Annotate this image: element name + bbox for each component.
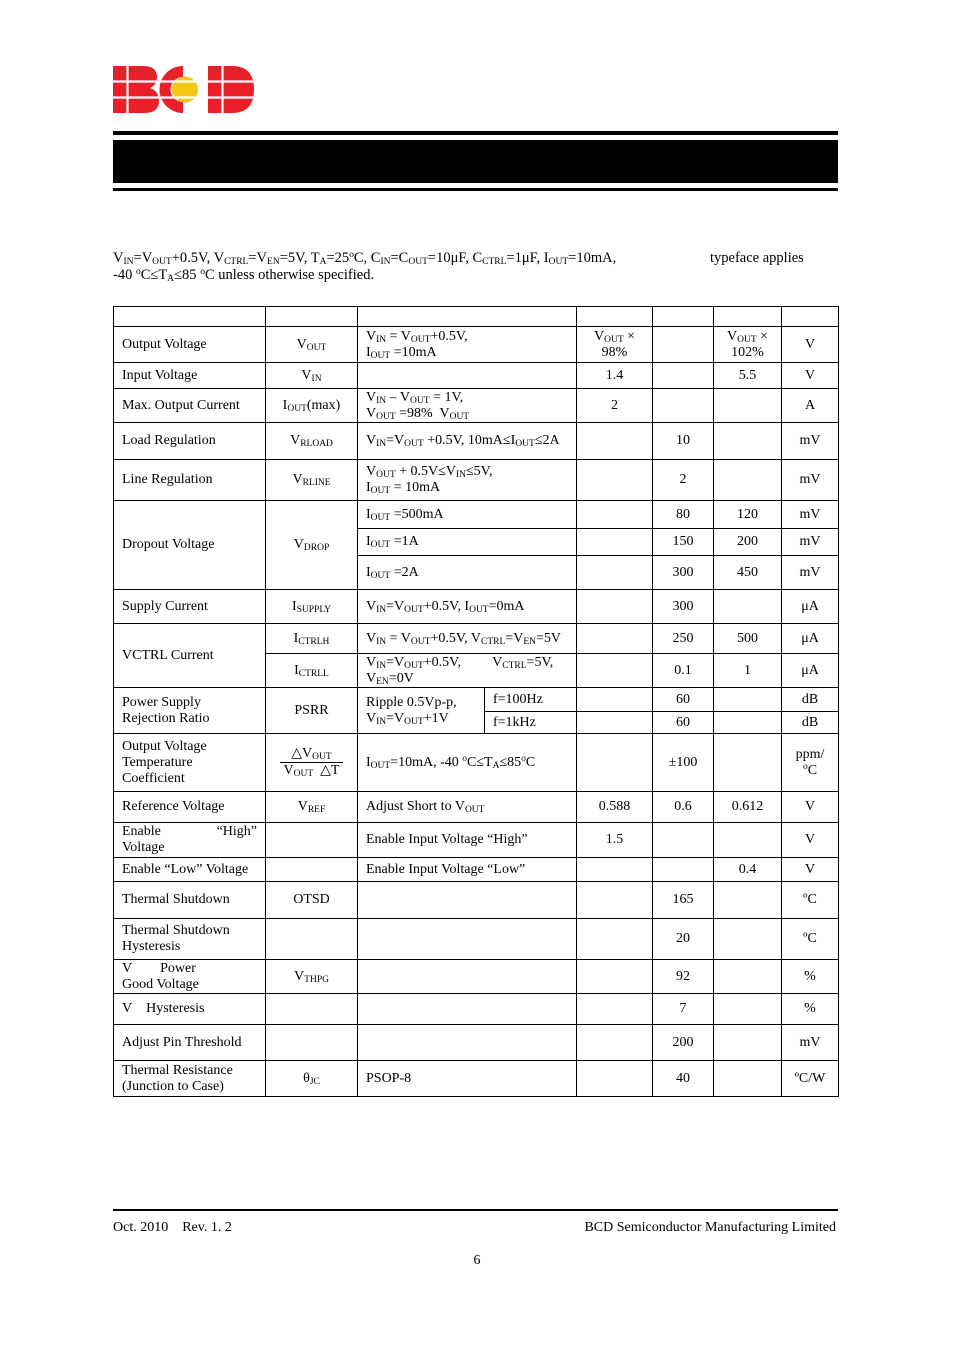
typ-cell: 0.6	[653, 792, 714, 823]
min-cell	[577, 960, 653, 994]
param-cell: Adjust Pin Threshold	[114, 1025, 266, 1061]
table-row	[114, 1061, 839, 1097]
min-cell	[577, 712, 653, 734]
table-row	[114, 624, 839, 654]
symbol-cell: $V_{OUT}$	[266, 327, 358, 363]
symbol-cell: $V_{DROP}$	[266, 501, 358, 590]
unit-cell: mV	[782, 1025, 839, 1061]
typ-cell: 92	[653, 960, 714, 994]
symbol-cell: $V_{IN}$	[266, 363, 358, 389]
param-cell: Output Voltage	[114, 327, 266, 363]
condition-cell	[358, 919, 577, 960]
condition-cell	[358, 994, 577, 1025]
table-row	[114, 882, 839, 919]
max-cell	[714, 1061, 782, 1097]
condition-cell: Enable Input Voltage “High”	[358, 823, 577, 858]
typ-cell: 7	[653, 994, 714, 1025]
typ-cell: 300	[653, 590, 714, 624]
min-cell	[577, 423, 653, 460]
unit-cell: V	[782, 363, 839, 389]
symbol-cell: $V_{RLOAD}$	[266, 423, 358, 460]
typ-cell	[653, 389, 714, 423]
max-cell	[714, 919, 782, 960]
min-cell: 0.588	[577, 792, 653, 823]
symbol-cell: $I_{OUT}(\max)$	[266, 389, 358, 423]
max-cell: 0.612	[714, 792, 782, 823]
max-cell	[714, 688, 782, 712]
symbol-cell: $V_{THPG}$	[266, 960, 358, 994]
param-cell: Enable “Low” Voltage	[114, 858, 266, 882]
min-cell	[577, 556, 653, 590]
typ-cell	[653, 823, 714, 858]
tempco-fraction: $\frac{\triangle V_{OUT}}{V_{OUT} \triangle T}$	[280, 746, 344, 779]
min-cell: 1.4	[577, 363, 653, 389]
typ-cell: 60	[653, 712, 714, 734]
param-cell: Reference Voltage	[114, 792, 266, 823]
unit-cell: V	[782, 858, 839, 882]
max-cell	[714, 960, 782, 994]
min-cell	[577, 1025, 653, 1061]
unit-cell: μA	[782, 624, 839, 654]
max-cell: 5.5	[714, 363, 782, 389]
typ-cell: 60	[653, 688, 714, 712]
max-cell	[714, 734, 782, 792]
symbol-cell	[266, 1025, 358, 1061]
typ-cell: 250	[653, 624, 714, 654]
condition-cell	[358, 1025, 577, 1061]
typ-cell: 165	[653, 882, 714, 919]
unit-cell: %	[782, 994, 839, 1025]
typ-cell: 40	[653, 1061, 714, 1097]
param-cell: VCTRL Current	[114, 624, 266, 688]
table-row	[114, 960, 839, 994]
condition-cell: $V_{IN} = V_{OUT}+0.5V$, $V_{CTRL}=V_{EN}=5V$	[358, 624, 577, 654]
typ-cell: 10	[653, 423, 714, 460]
max-cell: 450	[714, 556, 782, 590]
typ-cell	[653, 327, 714, 363]
page-number: 6	[473, 1253, 481, 1268]
min-cell	[577, 734, 653, 792]
unit-cell: V	[782, 823, 839, 858]
param-cell: Thermal Resistance (Junction to Case)	[114, 1061, 266, 1097]
symbol-cell	[266, 994, 358, 1025]
param-cell: V Hysteresis	[114, 994, 266, 1025]
min-cell	[577, 1061, 653, 1097]
param-cell: Thermal Shutdown Hysteresis	[114, 919, 266, 960]
symbol-cell: $I_{SUPPLY}$	[266, 590, 358, 624]
condition-cell: PSOP-8	[358, 1061, 577, 1097]
param-cell: Enable “High” Voltage	[114, 823, 266, 858]
unit-cell: %	[782, 960, 839, 994]
max-cell: $V_{OUT}$ × 102%	[714, 327, 782, 363]
condition-cell: Enable Input Voltage “Low”	[358, 858, 577, 882]
typ-cell: 200	[653, 1025, 714, 1061]
typ-cell	[653, 363, 714, 389]
unit-cell: V	[782, 327, 839, 363]
table-row	[114, 994, 839, 1025]
table-row	[114, 919, 839, 960]
symbol-cell	[266, 823, 358, 858]
max-cell	[714, 389, 782, 423]
symbol-cell	[266, 858, 358, 882]
max-cell	[714, 823, 782, 858]
symbol-cell	[266, 919, 358, 960]
frequency-cell: f=1kHz	[485, 712, 577, 734]
unit-cell: dB	[782, 712, 839, 734]
condition-cell: $I_{OUT}=10mA$, -40 $^oC\le T_A\le 85^oC$	[358, 734, 577, 792]
typ-cell: 0.1	[653, 654, 714, 688]
max-cell: 200	[714, 529, 782, 556]
condition-cell: $I_{OUT} =500mA$	[358, 501, 577, 529]
conditions-line-2: -40 $^oC\le T_A\le 85$ $^o$C unless otherwise specified.	[113, 267, 375, 284]
param-cell: Output Voltage Temperature Coefficient	[114, 734, 266, 792]
unit-cell: mV	[782, 460, 839, 501]
table-row	[114, 734, 839, 792]
unit-cell: V	[782, 792, 839, 823]
footer-rule	[113, 1209, 838, 1211]
max-cell	[714, 882, 782, 919]
max-cell	[714, 460, 782, 501]
param-cell: Load Regulation	[114, 423, 266, 460]
test-conditions	[113, 250, 838, 284]
bcd-logo	[113, 66, 254, 113]
condition-cell: Adjust Short to $V_{OUT}$	[358, 792, 577, 823]
condition-cell: $I_{OUT} =2A$	[358, 556, 577, 590]
frequency-cell: f=100Hz	[485, 688, 577, 712]
symbol-cell: $I_{CTRLH}$	[266, 624, 358, 654]
condition-cell: $I_{OUT} =1A$	[358, 529, 577, 556]
typ-cell: 300	[653, 556, 714, 590]
typ-cell: 20	[653, 919, 714, 960]
min-cell	[577, 501, 653, 529]
max-cell: 500	[714, 624, 782, 654]
min-cell: 2	[577, 389, 653, 423]
header-rule	[113, 131, 838, 135]
unit-cell: A	[782, 389, 839, 423]
symbol-cell: $\theta_{JC}$	[266, 1061, 358, 1097]
typ-cell: 80	[653, 501, 714, 529]
table-header-row	[114, 307, 839, 327]
max-cell: 1	[714, 654, 782, 688]
max-cell	[714, 994, 782, 1025]
min-cell	[577, 919, 653, 960]
condition-cell	[358, 960, 577, 994]
typ-cell: 150	[653, 529, 714, 556]
symbol-cell: $I_{CTRLL}$	[266, 654, 358, 688]
footer-company: BCD Semiconductor Manufacturing Limited	[584, 1220, 836, 1235]
min-cell	[577, 994, 653, 1025]
param-cell: V Power Good Voltage	[114, 960, 266, 994]
param-cell: Dropout Voltage	[114, 501, 266, 590]
min-cell	[577, 858, 653, 882]
unit-cell: ºC/W	[782, 1061, 839, 1097]
condition-cell: $V_{IN} - V_{OUT} = 1V$, $V_{OUT} =98\%$ $V_{OUT}$	[358, 389, 577, 423]
condition-cell: $V_{IN}=V_{OUT}+0.5V$, $V_{CTRL}=5V$, $V_{EN}=0V$	[358, 654, 577, 688]
table-row	[114, 423, 839, 460]
max-cell	[714, 712, 782, 734]
table-row	[114, 590, 839, 624]
min-cell: 1.5	[577, 823, 653, 858]
min-cell	[577, 460, 653, 501]
symbol-cell: $V_{RLINE}$	[266, 460, 358, 501]
max-cell	[714, 1025, 782, 1061]
condition-cell: $V_{IN} = V_{OUT}+0.5V$, $I_{OUT} =10mA$	[358, 327, 577, 363]
condition-cell: Ripple 0.5Vp-p, $V_{IN}=V_{OUT}+1V$	[358, 688, 485, 734]
unit-cell: mV	[782, 423, 839, 460]
unit-cell: mV	[782, 556, 839, 590]
condition-cell: $V_{IN}=V_{OUT}+0.5V$, $I_{OUT}=0mA$	[358, 590, 577, 624]
table-row	[114, 823, 839, 858]
min-cell	[577, 624, 653, 654]
max-cell: 120	[714, 501, 782, 529]
title-underline	[113, 188, 838, 191]
unit-cell: dB	[782, 688, 839, 712]
max-cell	[714, 423, 782, 460]
electrical-characteristics-table	[113, 306, 839, 1097]
symbol-cell: $V_{REF}$	[266, 792, 358, 823]
symbol-cell: PSRR	[266, 688, 358, 734]
condition-cell	[358, 882, 577, 919]
param-cell: Max. Output Current	[114, 389, 266, 423]
typ-cell: 2	[653, 460, 714, 501]
param-cell: Input Voltage	[114, 363, 266, 389]
table-row	[114, 688, 839, 712]
max-cell	[714, 590, 782, 624]
param-cell: Power Supply Rejection Ratio	[114, 688, 266, 734]
table-row	[114, 501, 839, 529]
param-cell: Supply Current	[114, 590, 266, 624]
min-cell	[577, 882, 653, 919]
unit-cell: mV	[782, 501, 839, 529]
condition-cell: $V_{OUT} + 0.5V\le V_{IN}\le 5V$, $I_{OUT} = 10mA$	[358, 460, 577, 501]
table-row	[114, 792, 839, 823]
param-cell: Thermal Shutdown	[114, 882, 266, 919]
table-row	[114, 460, 839, 501]
symbol-cell: OTSD	[266, 882, 358, 919]
unit-cell: μA	[782, 590, 839, 624]
unit-cell: ppm/ $^o$C	[782, 734, 839, 792]
unit-cell: ºC	[782, 919, 839, 960]
conditions-line-1: $V_{IN}=V_{OUT}+0.5V$, $V_{CTRL}=V_{EN}=5V$, $T_A=25^oC$, $C_{IN}=C_{OUT}=10\mu F$, $C_{CTRL}=1\mu F$, $I_{OUT}=10mA$,	[113, 250, 617, 267]
footer-revision: Oct. 2010 Rev. 1. 2	[113, 1220, 232, 1235]
table-row	[114, 858, 839, 882]
title-bar	[113, 140, 838, 183]
table-row	[114, 389, 839, 423]
table-row	[114, 363, 839, 389]
unit-cell: ºC	[782, 882, 839, 919]
condition-cell: $V_{IN}=V_{OUT} +0.5V$, $10mA\le I_{OUT}\le 2A$	[358, 423, 577, 460]
symbol-cell	[266, 734, 358, 792]
table-row	[114, 1025, 839, 1061]
condition-cell	[358, 363, 577, 389]
typ-cell: ±100	[653, 734, 714, 792]
min-cell	[577, 654, 653, 688]
min-cell	[577, 688, 653, 712]
unit-cell: mV	[782, 529, 839, 556]
param-cell: Line Regulation	[114, 460, 266, 501]
max-cell: 0.4	[714, 858, 782, 882]
typ-cell	[653, 858, 714, 882]
table-row	[114, 327, 839, 363]
unit-cell: μA	[782, 654, 839, 688]
conditions-note: typeface applies	[710, 250, 804, 266]
min-cell	[577, 590, 653, 624]
min-cell: $V_{OUT}$ × 98%	[577, 327, 653, 363]
min-cell	[577, 529, 653, 556]
